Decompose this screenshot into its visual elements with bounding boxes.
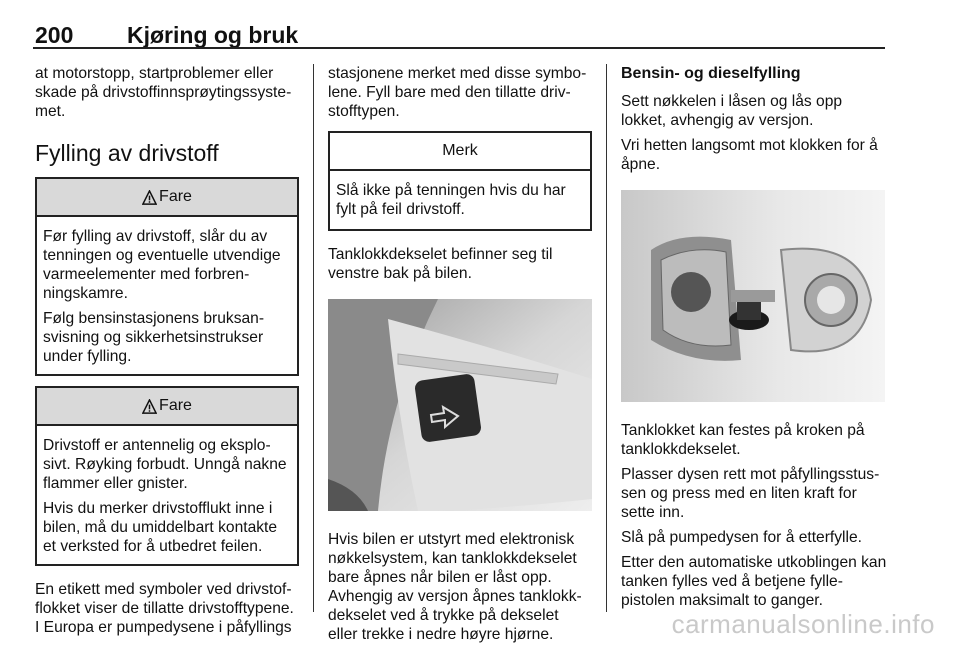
note-box (328, 131, 592, 231)
body-paragraph: Tanklokket kan festes på kroken på tanklokkdekselet. (621, 422, 865, 458)
section-title: Kjøring og bruk (127, 22, 299, 48)
warning-text: Hvis du merker drivstofflukt inne i bilen, må du umiddelbart kontakte et verksted for å utbedret feilen. (43, 500, 278, 555)
warning-box (35, 386, 299, 566)
body-paragraph: Plasser dysen rett mot påfyllingsstussen og press med en liten kraft for sette inn. (621, 466, 880, 521)
column-divider (606, 64, 607, 612)
watermark: carmanualsonline.info (671, 609, 935, 639)
body-paragraph: stasjonene merket med disse symbolene. Fyll bare med den tillatte drivstofftypen. (328, 65, 587, 120)
subsection-heading: Bensin- og dieselfylling (621, 65, 801, 82)
note-text: Slå ikke på tenningen hvis du har fylt på feil drivstoff. (336, 182, 566, 218)
column-3 (621, 64, 887, 616)
warning-title: Fare (159, 397, 192, 414)
warning-header (37, 179, 297, 217)
header-rule (33, 47, 885, 49)
body-paragraph: Slå på pumpedysen for å etterfylle. (621, 529, 862, 546)
body-paragraph: Hvis bilen er utstyrt med elektronisk nøkkelsystem, kan tanklokkdekselet bare åpnes når bilen er låst opp. Avhengig av versjon åpnes tanklokkdekselet ved å trykke på dekselet eller trekke i nedre høyre hjørne. (328, 531, 582, 643)
intro-paragraph: at motorstopp, startproblemer eller skade på drivstoffinnsprøytingssystemet. (35, 65, 292, 120)
fuel-flap-photo (328, 299, 592, 511)
body-paragraph: Sett nøkkelen i låsen og lås opp lokket, avhengig av versjon. (621, 93, 843, 129)
note-header (330, 133, 590, 171)
warning-triangle-icon (142, 190, 157, 205)
body-paragraph: Etter den automatiske utkoblingen kan tanken fylles ved å betjene fyllepistolen maksimalt to ganger. (621, 554, 887, 609)
warning-header (37, 388, 297, 426)
column-2 (328, 64, 592, 650)
fuel-cap-photo (621, 190, 885, 402)
warning-box (35, 177, 299, 376)
body-paragraph: Tanklokkdekselet befinner seg til venstre bak på bilen. (328, 246, 553, 282)
warning-text: Følg bensinstasjonens bruksansvisning og sikkerhetsinstrukser under fylling. (43, 310, 265, 365)
section-heading: Fylling av drivstoff (35, 140, 219, 166)
page-number: 200 (35, 22, 74, 48)
page-header (33, 18, 885, 48)
column-divider (313, 64, 314, 612)
column-1 (35, 64, 299, 643)
warning-title: Fare (159, 188, 192, 205)
warning-text: Før fylling av drivstoff, slår du av tenningen og eventuelle utvendige varmeelementer med forbrenningskamre. (43, 228, 281, 302)
warning-text: Drivstoff er antennelig og eksplosivt. Røyking forbudt. Unngå nakne flammer eller gnister. (43, 437, 287, 492)
body-paragraph: En etikett med symboler ved drivstofflokket viser de tillatte drivstofftypene. I Europa er pumpedysene i påfyllings (35, 581, 294, 636)
warning-triangle-icon (142, 399, 157, 414)
body-paragraph: Vri hetten langsomt mot klokken for å åpne. (621, 137, 878, 173)
note-title: Merk (442, 142, 478, 159)
